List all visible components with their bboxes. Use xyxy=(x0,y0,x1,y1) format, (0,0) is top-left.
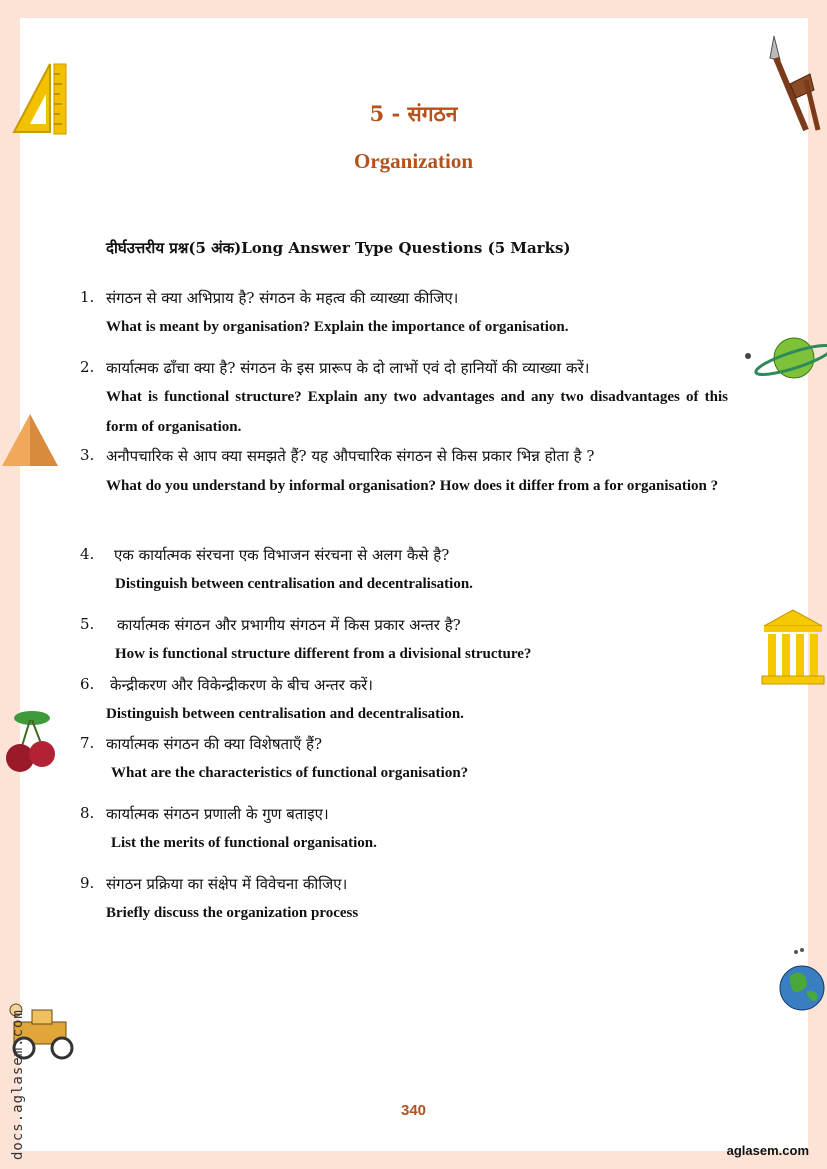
question-number: 4. xyxy=(80,545,95,563)
question-item xyxy=(80,804,728,864)
planet-saturn-icon xyxy=(742,334,827,382)
question-item xyxy=(80,288,728,348)
question-hindi: कार्यात्मक संगठन की क्या विशेषताएँ हैं? xyxy=(106,735,323,753)
question-number: 3. xyxy=(80,446,95,464)
section-heading: दीर्घउत्तरीय प्रश्न(5 अंक)Long Answer Type Questions (5 Marks) xyxy=(106,239,571,257)
chapter-number: 5 - संगठन xyxy=(369,101,458,126)
question-hindi: कार्यात्मक ढाँचा क्या है? संगठन के इस प्रारूप के दो लाभों एवं दो हानियों की व्याख्या करें। xyxy=(106,359,590,377)
question-hindi: एक कार्यात्मक संरचना एक विभाजन संरचना से अलग कैसे है? xyxy=(114,546,450,564)
question-hindi: कार्यात्मक संगठन प्रणाली के गुण बताइए। xyxy=(106,805,329,823)
pyramid-icon xyxy=(0,410,60,470)
chapter-title: Organization xyxy=(354,149,473,173)
question-english: How is functional structure different from a divisional structure? xyxy=(115,646,532,662)
question-hindi: संगठन से क्या अभिप्राय है? संगठन के महत्व की व्याख्या कीजिए। xyxy=(106,289,459,307)
question-number: 5. xyxy=(80,615,95,633)
question-number: 7. xyxy=(80,734,95,752)
question-number: 1. xyxy=(80,288,95,306)
question-english: List the merits of functional organisation. xyxy=(111,835,377,851)
question-item xyxy=(80,446,728,536)
temple-columns-icon xyxy=(760,606,826,686)
question-number: 2. xyxy=(80,358,95,376)
question-item xyxy=(80,734,728,794)
question-hindi: संगठन प्रक्रिया का संक्षेप में विवेचना कीजिए। xyxy=(106,875,348,893)
question-hindi: कार्यात्मक संगठन और प्रभागीय संगठन में किस प्रकार अन्तर है? xyxy=(117,616,461,634)
question-english: What do you understand by informal organisation? How does it differ from a for organisation ? xyxy=(106,478,719,494)
watermark-text: docs.aglasem.com xyxy=(10,1009,26,1160)
question-english: Distinguish between centralisation and decentralisation. xyxy=(115,576,473,592)
question-hindi: अनौपचारिक से आप क्या समझते हैं? यह औपचारिक संगठन से किस प्रकार भिन्न होता है ? xyxy=(106,447,595,465)
question-item xyxy=(80,615,728,675)
question-number: 8. xyxy=(80,804,95,822)
question-english: What are the characteristics of functional organisation? xyxy=(111,765,469,781)
question-english: Briefly discuss the organization process xyxy=(106,905,359,921)
question-item xyxy=(80,675,728,735)
question-hindi: केन्द्रीकरण और विकेन्द्रीकरण के बीच अन्तर करें। xyxy=(110,676,373,694)
question-number: 6. xyxy=(80,675,95,693)
question-english: What is meant by organisation? Explain the importance of organisation. xyxy=(106,319,569,335)
question-item xyxy=(80,358,728,448)
question-number: 9. xyxy=(80,874,95,892)
page-number: 340 xyxy=(400,1102,427,1119)
question-english: What is functional structure? Explain any two advantages and any two disadvantages of this form of organisation. xyxy=(106,389,728,435)
globe-icon xyxy=(776,946,826,1016)
question-item xyxy=(80,545,728,605)
cherries-icon xyxy=(2,706,58,778)
question-item xyxy=(80,874,728,934)
question-english: Distinguish between centralisation and decentralisation. xyxy=(106,706,464,722)
site-link[interactable]: aglasem.com xyxy=(726,1143,809,1158)
